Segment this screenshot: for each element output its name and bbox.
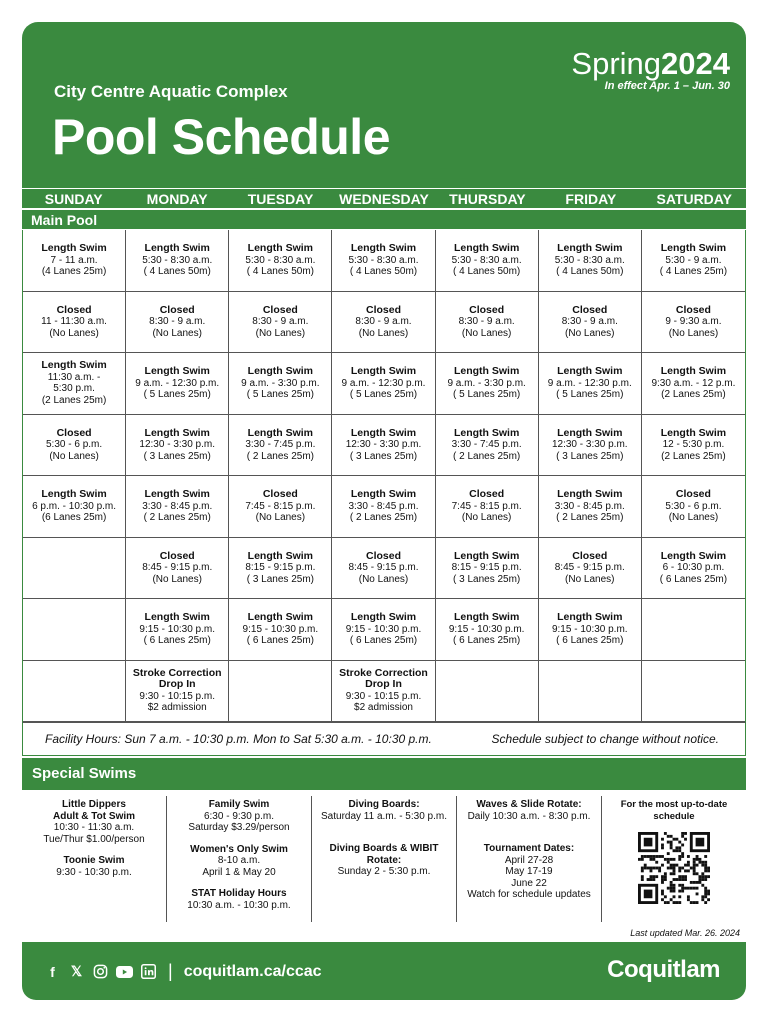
session-title: Closed — [159, 549, 195, 562]
schedule-cell — [642, 292, 745, 354]
session-detail: (No Lanes) — [565, 573, 615, 585]
schedule-cell — [126, 230, 229, 292]
session-detail: (No Lanes) — [358, 573, 409, 585]
session-title: Length Swim — [557, 426, 623, 439]
change-notice: Schedule subject to change without notice. — [491, 732, 719, 746]
session-detail: 8:30 - 9 a.m. — [252, 316, 309, 327]
social-links — [44, 961, 322, 982]
special-time: Saturday 11 a.m. - 5:30 p.m. — [321, 810, 447, 822]
session-title: Length Swim — [247, 242, 314, 254]
session-title: Length Swim — [557, 611, 623, 623]
schedule-cell — [126, 661, 229, 723]
qr-caption: For the most up-to-date — [620, 799, 728, 810]
session-detail: 5:30 - 9 a.m. — [665, 254, 722, 266]
footer-bar — [22, 942, 746, 1000]
session-detail: ( 2 Lanes 25m) — [143, 512, 211, 523]
session-detail: 6 - 10:30 p.m. — [662, 562, 725, 573]
special-col-2 — [167, 796, 312, 922]
session-detail: (No Lanes) — [461, 327, 512, 339]
session-title: Length Swim — [350, 242, 417, 254]
schedule-cell — [23, 599, 126, 661]
schedule-cell — [436, 292, 539, 354]
session-detail: 9:15 - 10:30 p.m. — [551, 623, 628, 635]
session-detail: (No Lanes) — [255, 512, 306, 523]
schedule-cell — [126, 538, 229, 600]
session-detail: ( 3 Lanes 25m) — [453, 573, 521, 585]
session-title: Length Swim — [660, 242, 727, 254]
special-title: Rotate: — [366, 854, 402, 866]
session-title: Length Swim — [350, 426, 417, 439]
session-detail: 3:30 - 7:45 p.m. — [451, 439, 522, 450]
session-title: Length Swim — [144, 365, 210, 377]
session-detail: ( 5 Lanes 25m) — [246, 389, 314, 400]
session-detail: 9:30 - 10:15 p.m. — [345, 690, 422, 702]
session-detail: 3:30 - 8:45 p.m. — [348, 500, 419, 512]
day-header-row — [22, 188, 746, 208]
session-title: Length Swim — [453, 365, 520, 377]
schedule-cell — [229, 353, 332, 415]
session-title: Length Swim — [557, 365, 623, 377]
session-detail: (No Lanes) — [565, 327, 615, 339]
session-detail: 9 a.m. - 3:30 p.m. — [241, 377, 320, 389]
session-detail: ( 3 Lanes 25m) — [556, 450, 624, 462]
session-detail: ( 6 Lanes 25m) — [349, 635, 418, 646]
schedule-cell — [23, 230, 126, 292]
schedule-cell — [332, 292, 435, 354]
session-detail: 11 - 11:30 a.m. — [41, 316, 107, 327]
schedule-cell — [229, 415, 332, 477]
session-detail: 5:30 - 8:30 a.m. — [245, 254, 316, 266]
linkedin-icon[interactable] — [140, 963, 157, 980]
schedule-cell — [23, 292, 126, 354]
session-detail: 7:45 - 8:15 p.m. — [451, 500, 522, 512]
special-title: Toonie Swim — [63, 855, 125, 866]
session-title: Length Swim — [660, 365, 727, 377]
session-detail: ( 2 Lanes 25m) — [246, 450, 314, 462]
youtube-icon[interactable] — [116, 963, 133, 980]
session-detail: 9 - 9:30 a.m. — [665, 316, 722, 327]
session-title: Closed — [262, 488, 298, 500]
session-title: Closed — [365, 549, 401, 562]
session-detail: ( 6 Lanes 25m) — [143, 635, 211, 646]
day-thursday: THURSDAY — [449, 191, 526, 207]
session-detail: ( 4 Lanes 50m) — [453, 266, 521, 277]
special-title: Diving Boards & WIBIT — [329, 843, 439, 854]
session-title: Closed — [675, 488, 711, 500]
schedule-cell — [539, 415, 642, 477]
special-time: 9:30 - 10:30 p.m. — [56, 866, 132, 878]
schedule-cell — [126, 599, 229, 661]
session-detail: 5:30 - 6 p.m. — [46, 439, 103, 450]
session-title: Length Swim — [350, 488, 417, 500]
session-title: Length Swim — [247, 549, 314, 562]
session-detail: $2 admission — [354, 702, 413, 714]
schedule-cell — [436, 476, 539, 538]
schedule-cell — [642, 353, 745, 415]
day-wednesday: WEDNESDAY — [339, 191, 429, 207]
special-title: Family Swim — [208, 799, 270, 810]
session-title: Length Swim — [247, 611, 314, 623]
session-detail: (No Lanes) — [668, 327, 719, 339]
session-title: Length Swim — [350, 365, 417, 377]
special-title: Adult & Tot Swim — [52, 810, 136, 822]
schedule-cell — [332, 599, 435, 661]
session-detail: (No Lanes) — [358, 327, 409, 339]
schedule-cell — [436, 599, 539, 661]
day-friday: FRIDAY — [565, 191, 617, 207]
schedule-cell — [332, 353, 435, 415]
session-detail: ( 3 Lanes 25m) — [246, 573, 314, 585]
session-detail: 9:15 - 10:30 p.m. — [242, 623, 319, 635]
session-detail: 11:30 a.m. - — [47, 371, 101, 383]
session-detail: 9 a.m. - 3:30 p.m. — [447, 377, 526, 389]
day-sunday: SUNDAY — [44, 191, 103, 207]
session-detail: 9:15 - 10:30 p.m. — [448, 623, 525, 635]
pool-schedule-flyer — [22, 22, 746, 1002]
session-title: Closed — [675, 303, 711, 316]
session-detail: ( 3 Lanes 25m) — [143, 450, 211, 462]
session-detail: ( 2 Lanes 25m) — [453, 450, 521, 462]
schedule-cell — [436, 230, 539, 292]
schedule-cell — [539, 476, 642, 538]
session-title: Closed — [56, 426, 92, 439]
session-title: Length Swim — [144, 611, 210, 623]
special-col-3 — [312, 796, 457, 922]
session-detail: 5:30 - 8:30 a.m. — [554, 254, 625, 266]
tournament-note: Watch for schedule updates — [467, 889, 591, 900]
season-name: Spring — [571, 46, 662, 81]
session-detail: (No Lanes) — [49, 450, 99, 462]
schedule-cell — [229, 661, 332, 723]
session-detail: ( 5 Lanes 25m) — [143, 389, 211, 400]
session-detail: ( 3 Lanes 25m) — [349, 450, 418, 462]
schedule-cell — [436, 415, 539, 477]
session-title: Length Swim — [247, 426, 314, 439]
schedule-cell — [126, 353, 229, 415]
session-detail: 5:30 p.m. — [53, 383, 95, 395]
special-time: Daily 10:30 a.m. - 8:30 p.m. — [467, 810, 591, 822]
session-detail: 9:30 - 10:15 p.m. — [139, 690, 216, 702]
schedule-cell — [332, 538, 435, 600]
session-detail: 7:45 - 8:15 p.m. — [245, 500, 316, 512]
special-time: 10:30 a.m. - 10:30 p.m. — [187, 899, 291, 911]
schedule-cell — [23, 415, 126, 477]
special-col-4 — [457, 796, 602, 922]
special-title: Waves & Slide Rotate: — [476, 799, 582, 810]
session-detail: 8:30 - 9 a.m. — [561, 316, 618, 327]
session-detail: 7 - 11 a.m. — [50, 254, 98, 266]
session-detail: 9:30 a.m. - 12 p.m. — [651, 377, 736, 389]
session-detail: (No Lanes) — [49, 327, 99, 339]
session-detail: 8:30 - 9 a.m. — [355, 316, 412, 327]
special-title: Tournament Dates: — [483, 843, 575, 854]
session-title: Length Swim — [453, 426, 520, 439]
schedule-cell — [229, 292, 332, 354]
session-title: Length Swim — [453, 611, 520, 623]
special-time: Sunday 2 - 5:30 p.m. — [337, 866, 431, 877]
session-detail: 12:30 - 3:30 p.m. — [139, 439, 216, 450]
session-detail: 9 a.m. - 12:30 p.m. — [547, 377, 632, 389]
schedule-cell — [229, 538, 332, 600]
session-detail: 12:30 - 3:30 p.m. — [345, 439, 422, 450]
session-detail: (2 Lanes 25m) — [661, 450, 726, 462]
facebook-icon[interactable]: f — [50, 963, 55, 980]
tournament-date: April 27-28 — [504, 854, 554, 866]
session-detail: 12:30 - 3:30 p.m. — [551, 439, 628, 450]
special-col-5 — [602, 796, 746, 922]
schedule-cell — [332, 476, 435, 538]
schedule-cell — [539, 230, 642, 292]
session-detail: 3:30 - 8:45 p.m. — [142, 500, 213, 512]
session-detail: ( 2 Lanes 25m) — [349, 512, 418, 523]
qr-code-icon[interactable] — [638, 832, 710, 904]
schedule-cell — [539, 599, 642, 661]
instagram-icon[interactable] — [92, 963, 109, 980]
x-icon[interactable]: 𝕏 — [70, 963, 83, 979]
session-title: Closed — [469, 488, 505, 500]
schedule-cell — [436, 353, 539, 415]
tournament-date: May 17-19 — [505, 866, 553, 877]
session-detail: 3:30 - 7:45 p.m. — [245, 439, 316, 450]
season-year: 2024 — [661, 46, 730, 81]
schedule-cell — [23, 538, 126, 600]
schedule-cell — [539, 292, 642, 354]
session-detail: (No Lanes) — [152, 327, 202, 339]
schedule-cell — [642, 476, 745, 538]
qr-caption: schedule — [653, 810, 695, 822]
session-detail: (No Lanes) — [255, 327, 306, 339]
session-detail: ( 6 Lanes 25m) — [246, 635, 314, 646]
session-title: Length Swim — [41, 488, 107, 500]
session-detail: (4 Lanes 25m) — [41, 266, 107, 277]
day-saturday: SATURDAY — [656, 191, 732, 207]
schedule-cell — [642, 230, 745, 292]
effective-dates: In effect Apr. 1 – Jun. 30 — [604, 80, 730, 92]
session-title: Stroke Correction Drop In — [339, 666, 428, 691]
session-detail: (6 Lanes 25m) — [41, 512, 107, 523]
page-title: Pool Schedule — [52, 109, 391, 165]
session-detail: (No Lanes) — [152, 573, 202, 585]
schedule-cell — [539, 661, 642, 723]
schedule-cell — [23, 476, 126, 538]
special-swims-section — [22, 796, 746, 922]
day-monday: MONDAY — [146, 191, 208, 207]
session-detail: 9:15 - 10:30 p.m. — [139, 623, 216, 635]
session-detail: 9:15 - 10:30 p.m. — [345, 623, 422, 635]
session-detail: 8:30 - 9 a.m. — [149, 316, 206, 327]
schedule-cell — [23, 661, 126, 723]
session-title: Length Swim — [247, 365, 314, 377]
session-title: Length Swim — [660, 549, 727, 562]
session-detail: 5:30 - 8:30 a.m. — [142, 254, 213, 266]
divider: | — [168, 961, 173, 981]
session-title: Length Swim — [41, 359, 107, 372]
day-tuesday: TUESDAY — [247, 191, 314, 207]
last-updated: Last updated Mar. 26. 2024 — [630, 928, 740, 938]
session-title: Closed — [159, 303, 195, 316]
session-detail: ( 2 Lanes 25m) — [556, 512, 624, 523]
session-title: Length Swim — [453, 549, 520, 562]
session-title: Closed — [469, 303, 505, 316]
session-detail: 5:30 - 6 p.m. — [665, 500, 722, 512]
header-banner — [22, 22, 746, 188]
session-detail: 8:45 - 9:15 p.m. — [348, 562, 419, 573]
session-title: Length Swim — [144, 488, 210, 500]
session-title: Closed — [572, 303, 608, 316]
special-time: Saturday $3.29/person — [188, 822, 290, 833]
session-title: Closed — [365, 303, 401, 316]
session-title: Closed — [56, 303, 92, 316]
special-time: 6:30 - 9:30 p.m. — [203, 810, 275, 822]
session-detail: ( 4 Lanes 50m) — [143, 266, 211, 277]
session-title: Length Swim — [350, 611, 417, 623]
special-title: Little Dippers — [62, 799, 126, 810]
session-detail: $2 admission — [147, 702, 207, 714]
session-detail: 8:45 - 9:15 p.m. — [142, 562, 213, 573]
session-title: Length Swim — [41, 242, 107, 254]
session-detail: 8:15 - 9:15 p.m. — [451, 562, 522, 573]
session-detail: ( 6 Lanes 25m) — [453, 635, 521, 646]
facility-hours-bar — [22, 722, 746, 756]
session-detail: ( 6 Lanes 25m) — [556, 635, 624, 646]
session-detail: ( 5 Lanes 25m) — [453, 389, 521, 400]
session-detail: 6 p.m. - 10:30 p.m. — [32, 500, 117, 512]
schedule-cell — [126, 292, 229, 354]
schedule-cell — [539, 538, 642, 600]
session-detail: 3:30 - 8:45 p.m. — [554, 500, 625, 512]
schedule-cell — [126, 476, 229, 538]
session-title: Stroke Correction Drop In — [132, 666, 222, 691]
main-pool-schedule-grid — [22, 230, 746, 722]
special-price: Tue/Thur $1.00/person — [43, 833, 145, 845]
schedule-cell — [332, 415, 435, 477]
session-detail: ( 4 Lanes 50m) — [246, 266, 314, 277]
special-title: Women's Only Swim — [190, 843, 288, 855]
special-time: April 1 & May 20 — [202, 866, 276, 878]
special-time: 8-10 a.m. — [217, 855, 261, 866]
facility-name: City Centre Aquatic Complex — [54, 82, 288, 101]
session-detail: (No Lanes) — [668, 512, 719, 523]
schedule-cell — [642, 538, 745, 600]
main-pool-heading: Main Pool — [22, 209, 746, 229]
session-detail: (2 Lanes 25m) — [661, 389, 726, 400]
schedule-cell — [642, 661, 745, 723]
session-detail: ( 5 Lanes 25m) — [556, 389, 624, 400]
session-detail: 9 a.m. - 12:30 p.m. — [341, 377, 426, 389]
schedule-cell — [229, 476, 332, 538]
session-detail: 9 a.m. - 12:30 p.m. — [135, 377, 220, 389]
schedule-cell — [642, 415, 745, 477]
special-title: STAT Holiday Hours — [191, 888, 287, 899]
special-col-1 — [22, 796, 167, 922]
session-detail: ( 4 Lanes 50m) — [349, 266, 418, 277]
session-title: Length Swim — [557, 242, 623, 254]
session-title: Length Swim — [453, 242, 520, 254]
session-detail: 8:45 - 9:15 p.m. — [554, 562, 625, 573]
session-title: Closed — [572, 549, 608, 562]
schedule-cell — [229, 599, 332, 661]
session-detail: 5:30 - 8:30 a.m. — [451, 254, 522, 266]
season-badge — [571, 46, 730, 92]
coquitlam-logo: Coquitlam — [607, 956, 720, 983]
session-title: Length Swim — [660, 426, 727, 439]
schedule-cell — [642, 599, 745, 661]
special-title: Diving Boards: — [348, 799, 420, 810]
session-detail: (No Lanes) — [461, 512, 512, 523]
tournament-date: June 22 — [511, 877, 547, 889]
session-detail: 5:30 - 8:30 a.m. — [348, 254, 419, 266]
session-detail: ( 5 Lanes 25m) — [349, 389, 418, 400]
special-swims-heading: Special Swims — [22, 758, 746, 790]
schedule-cell — [229, 230, 332, 292]
session-detail: ( 4 Lanes 50m) — [556, 266, 624, 277]
special-time: 10:30 - 11:30 a.m. — [53, 822, 135, 833]
session-detail: 8:15 - 9:15 p.m. — [245, 562, 316, 573]
session-title: Closed — [262, 303, 298, 316]
session-title: Length Swim — [144, 426, 210, 439]
schedule-cell — [436, 538, 539, 600]
schedule-cell — [23, 353, 126, 415]
session-detail: ( 6 Lanes 25m) — [659, 573, 728, 585]
session-detail: ( 4 Lanes 25m) — [659, 266, 728, 277]
session-detail: (2 Lanes 25m) — [41, 394, 107, 406]
schedule-cell — [332, 661, 435, 723]
schedule-cell — [436, 661, 539, 723]
session-title: Length Swim — [144, 242, 210, 254]
session-title: Length Swim — [557, 488, 623, 500]
session-detail: 8:30 - 9 a.m. — [458, 316, 515, 327]
session-detail: 12 - 5:30 p.m. — [662, 439, 725, 450]
facility-hours: Facility Hours: Sun 7 a.m. - 10:30 p.m. Mon to Sat 5:30 a.m. - 10:30 p.m. — [45, 732, 432, 746]
website-link[interactable]: coquitlam.ca/ccac — [183, 962, 322, 980]
schedule-cell — [332, 230, 435, 292]
schedule-cell — [126, 415, 229, 477]
schedule-cell — [539, 353, 642, 415]
